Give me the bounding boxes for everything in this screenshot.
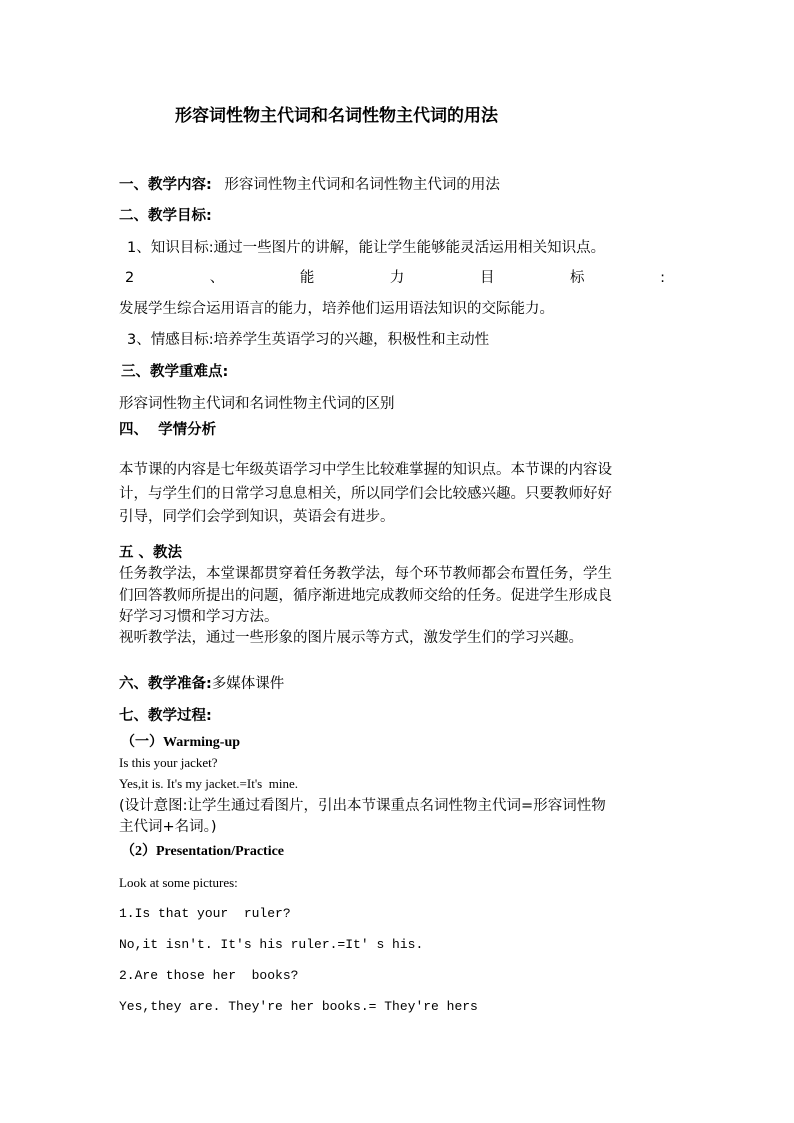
- analysis-line: 计，与学生们的日常学习息息相关，所以同学们会比较感兴趣。只要教师好好: [119, 486, 612, 502]
- warming-up-answer: Yes,it is. It's my jacket.=It's mine.: [119, 776, 298, 791]
- design-note-line: (设计意图:让学生通过看图片，引出本节课重点名词性物主代词=形容词性物: [119, 798, 606, 814]
- analysis-line: 本节课的内容是七年级英语学习中学生比较难掌握的知识点。本节课的内容设: [119, 462, 612, 478]
- presentation-question-1: 1.Is that your ruler?: [119, 906, 291, 921]
- goal-ability-part: :: [660, 270, 665, 286]
- section-preparation: [119, 674, 284, 694]
- method-line: 视听教学法，通过一些形象的图片展示等方式，激发学生们的学习兴趣。: [119, 630, 583, 646]
- goal-ability-heading: [125, 268, 665, 288]
- goal-ability-text: 发展学生综合运用语言的能力，培养他们运用语法知识的交际能力。: [119, 301, 554, 317]
- goal-ability-part: 力: [389, 270, 405, 286]
- method-line: 任务教学法，本堂课都贯穿着任务教学法，每个环节教师都会布置任务，学生: [119, 566, 612, 582]
- goal-emotion: 3、情感目标:培养学生英语学习的兴趣，积极性和主动性: [127, 332, 490, 348]
- part-warming-up-label: （一）Warming-up: [121, 735, 241, 750]
- document-title: 形容词性物主代词和名词性物主代词的用法: [175, 106, 498, 126]
- goal-ability-part: 能: [299, 270, 315, 286]
- presentation-intro: Look at some pictures:: [119, 875, 238, 890]
- presentation-answer-2: Yes,they are. They're her books.= They're hers: [119, 999, 478, 1014]
- method-line: 好学习习惯和学习方法。: [119, 609, 279, 625]
- presentation-question-2: 2.Are those her books?: [119, 968, 299, 983]
- section-method-label: 五 、教法: [119, 545, 183, 561]
- method-line: 们回答教师所提出的问题，循序渐进地完成教师交给的任务。促进学生形成良: [119, 588, 612, 604]
- part-presentation-label: （2）Presentation/Practice: [121, 844, 285, 859]
- section-key-points-label: 三、教学重难点:: [121, 364, 229, 380]
- section-text: 多媒体课件: [211, 676, 285, 692]
- section-teaching-content: [119, 175, 500, 195]
- presentation-answer-1: No,it isn't. It's his ruler.=It' s his.: [119, 937, 424, 952]
- goal-ability-part: 目: [479, 270, 495, 286]
- section-text: 形容词性物主代词和名词性物主代词的用法: [224, 177, 500, 193]
- section-teaching-goals-label: 二、教学目标:: [119, 208, 212, 224]
- warming-up-question: Is this your jacket?: [119, 755, 218, 770]
- goal-knowledge: 1、知识目标:通过一些图片的讲解，能让学生能够能灵活运用相关知识点。: [127, 240, 606, 256]
- goal-ability-part: 标: [570, 270, 585, 286]
- analysis-line: 引导，同学们会学到知识，英语会有进步。: [119, 509, 395, 525]
- section-process-label: 七、教学过程:: [119, 708, 212, 724]
- section-label: 一、教学内容:: [119, 177, 212, 193]
- section-learner-analysis-label: 四、 学情分析: [119, 422, 217, 438]
- goal-ability-part: 2: [125, 270, 135, 286]
- goal-ability-part: 、: [209, 270, 225, 286]
- section-key-points-text: 形容词性物主代词和名词性物主代词的区别: [119, 396, 395, 412]
- design-note-line: 主代词+名词。): [119, 819, 217, 835]
- section-label: 六、教学准备:: [119, 676, 212, 692]
